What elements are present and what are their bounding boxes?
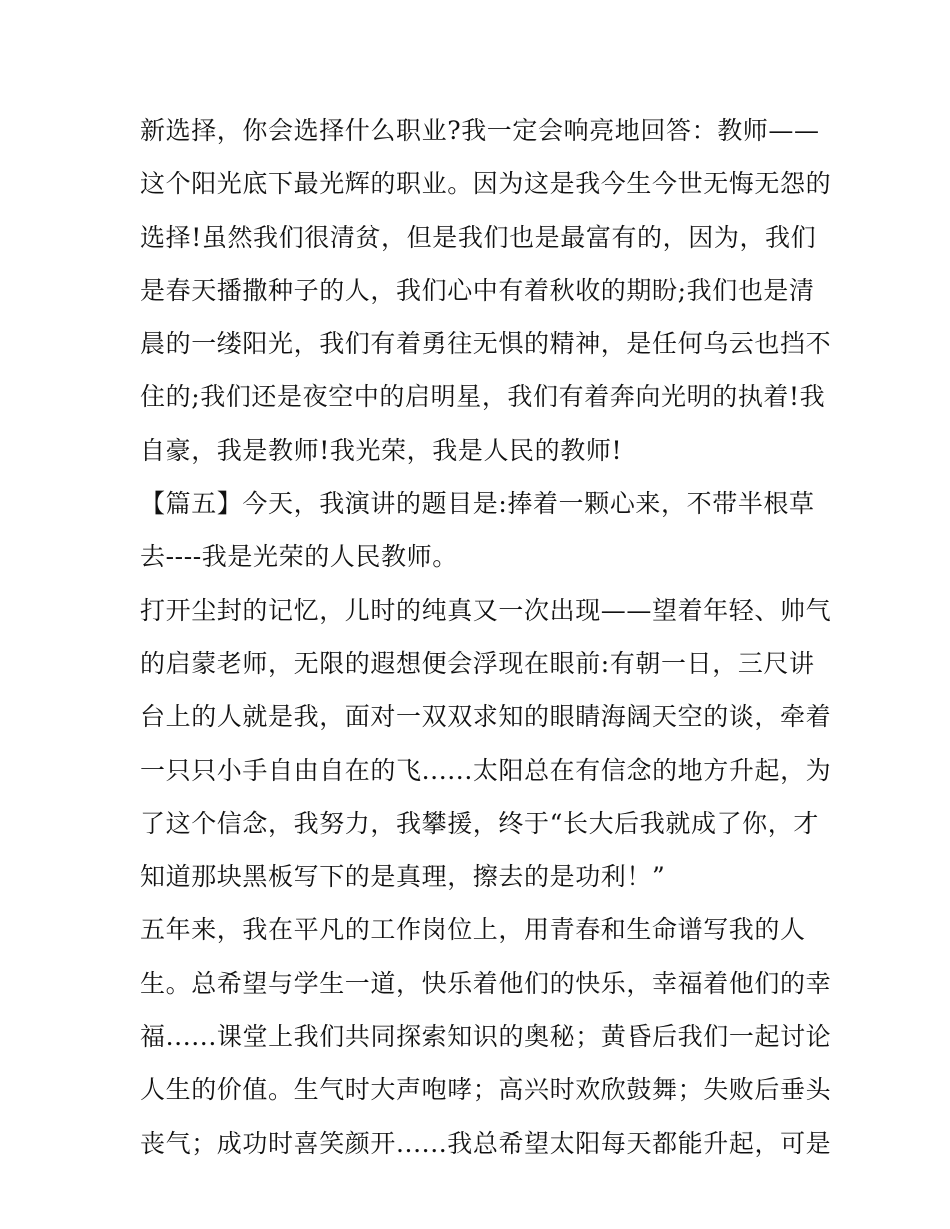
- text-line: 丧气；成功时喜笑颜开......我总希望太阳每天都能升起，可是: [140, 1128, 832, 1158]
- text-line: 自豪，我是教师!我光荣，我是人民的教师!: [140, 435, 623, 465]
- text-line: 福......课堂上我们共同探索知识的奥秘；黄昏后我们一起讨论: [140, 1022, 832, 1052]
- text-line: 去----我是光荣的人民教师。: [140, 542, 458, 572]
- text-line: 打开尘封的记忆，儿时的纯真又一次出现——望着年轻、帅气: [140, 595, 832, 625]
- text-line: 一只只小手自由自在的飞......太阳总在有信念的地方升起，为: [140, 755, 832, 785]
- text-line: 五年来，我在平凡的工作岗位上，用青春和生命谱写我的人: [140, 915, 806, 945]
- text-line: 生。总希望与学生一道，快乐着他们的快乐，幸福着他们的幸: [140, 968, 832, 998]
- text-line: 是春天播撒种子的人，我们心中有着秋收的期盼;我们也是清: [140, 275, 815, 305]
- text-line: 人生的价值。生气时大声咆哮；高兴时欢欣鼓舞；失败后垂头: [140, 1075, 832, 1105]
- text-line: 的启蒙老师，无限的遐想便会浮现在眼前:有朝一日，三尺讲: [140, 648, 815, 678]
- text-line: 选择!虽然我们很清贫，但是我们也是最富有的，因为，我们: [140, 222, 817, 252]
- text-line: 晨的一缕阳光，我们有着勇往无惧的精神，是任何乌云也挡不: [140, 329, 832, 359]
- text-line: 台上的人就是我，面对一双双求知的眼睛海阔天空的谈，牵着: [140, 702, 832, 732]
- text-line: 住的;我们还是夜空中的启明星，我们有着奔向光明的执着!我: [140, 382, 826, 412]
- text-line: 这个阳光底下最光辉的职业。因为这是我今生今世无悔无怨的: [140, 169, 832, 199]
- text-line: 知道那块黑板写下的是真理，擦去的是功利！”: [140, 862, 666, 892]
- text-line: 新选择，你会选择什么职业?我一定会响亮地回答：教师——: [140, 116, 820, 145]
- section-heading-line: 【篇五】今天，我演讲的题目是:捧着一颗心来，不带半根草: [140, 489, 815, 519]
- text-line: 了这个信念，我努力，我攀援，终于“长大后我就成了你，才: [140, 808, 819, 838]
- document-body: [140, 104, 832, 1170]
